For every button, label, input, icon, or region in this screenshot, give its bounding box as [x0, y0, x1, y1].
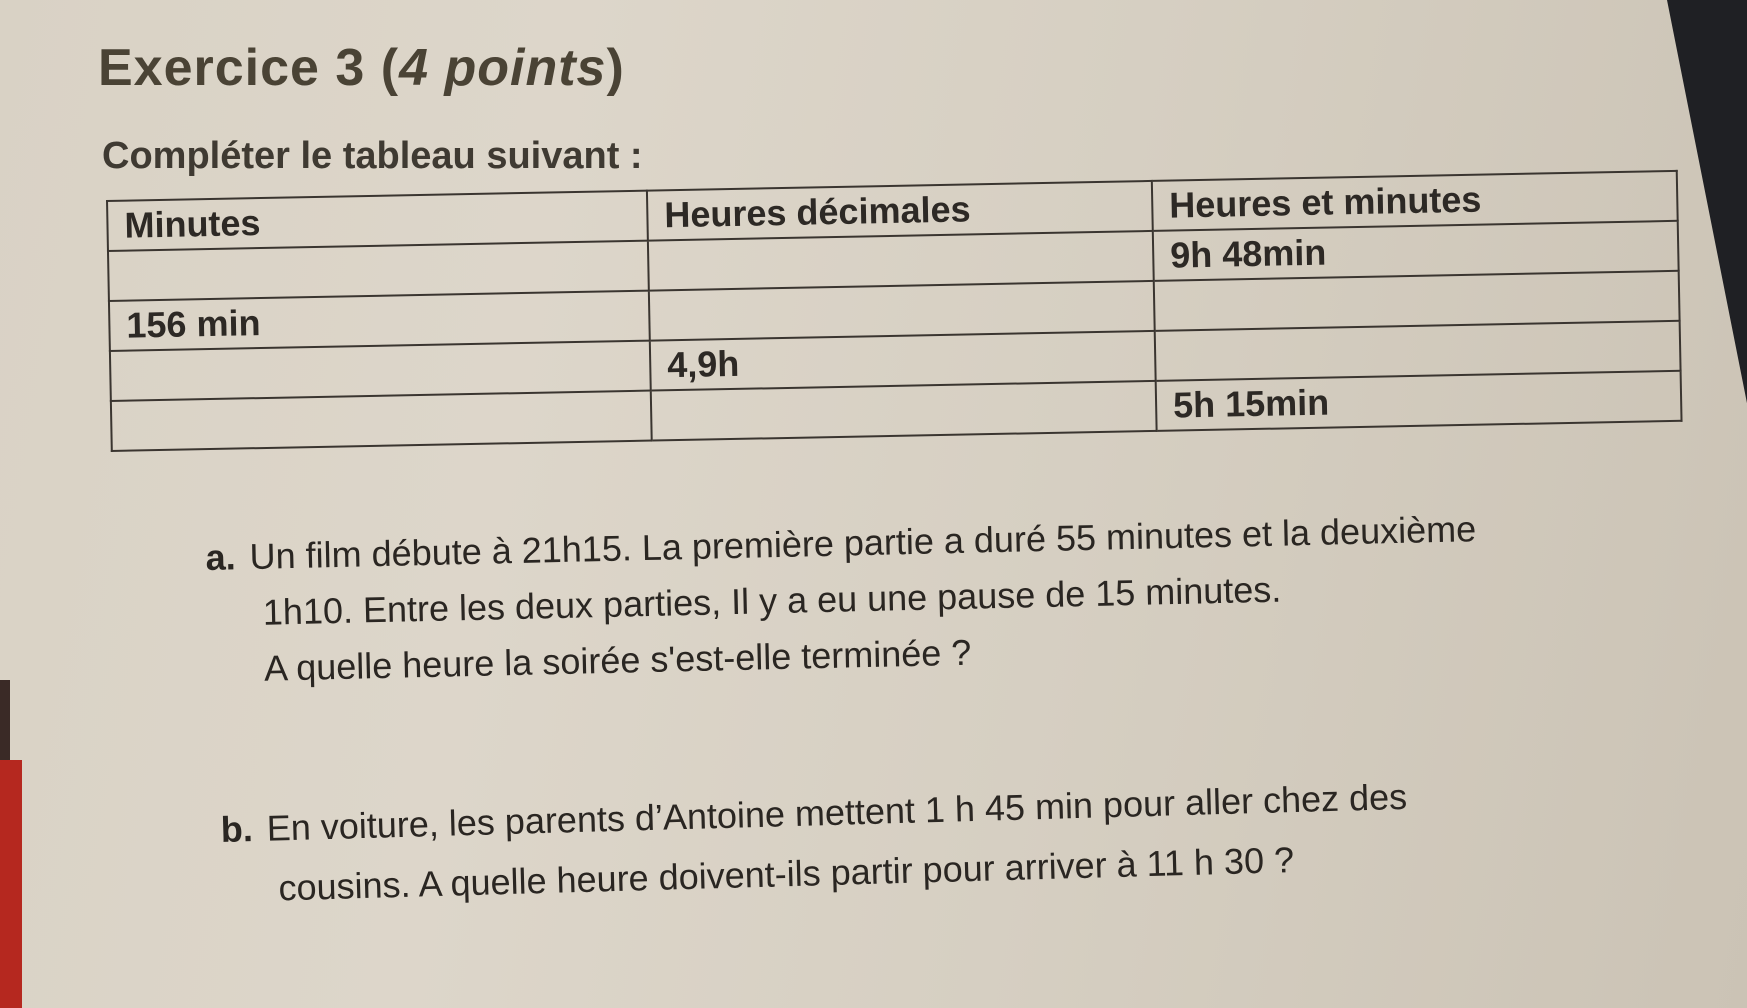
table-cell[interactable] — [111, 391, 652, 451]
exercise-title: Exercice 3 (4 points) — [98, 39, 625, 97]
question-a-line-1: a. Un film débute à 21h15. La première partie a duré 55 minutes et la deuxième — [205, 508, 1477, 578]
background-edge-left-dark — [0, 680, 10, 770]
table-cell[interactable]: 5h 15min — [1156, 371, 1682, 431]
exercise-instruction: Compléter le tableau suivant : — [102, 135, 643, 177]
question-a-label: a. — [205, 536, 237, 578]
header-decimal-hours: Heures décimales — [647, 181, 1153, 241]
table-cell[interactable] — [651, 381, 1157, 441]
question-b — [220, 760, 1643, 920]
conversion-table — [106, 170, 1683, 452]
question-b-line-1: b. En voiture, les parents d’Antoine mettent 1 h 45 min pour aller chez des — [220, 775, 1408, 850]
question-a-line-3: A quelle heure la soirée s'est-elle terminée ? — [263, 631, 972, 689]
background-edge-left-red — [0, 760, 22, 1008]
header-hours-minutes: Heures et minutes — [1152, 171, 1678, 231]
conversion-table-wrapper — [106, 170, 1681, 452]
worksheet-page — [20, 0, 1610, 1008]
question-b-label: b. — [220, 808, 254, 850]
table-cell[interactable]: 156 min — [109, 291, 650, 351]
header-minutes: Minutes — [107, 191, 648, 251]
question-a — [205, 496, 1688, 698]
table-cell[interactable]: 9h 48min — [1153, 221, 1679, 281]
question-b-line-2: cousins. A quelle heure doivent-ils partir pour arriver à 11 h 30 ? — [277, 839, 1295, 909]
table-cell[interactable]: 4,9h — [650, 331, 1156, 391]
question-a-line-2: 1h10. Entre les deux parties, Il y a eu une pause de 15 minutes. — [262, 568, 1282, 633]
